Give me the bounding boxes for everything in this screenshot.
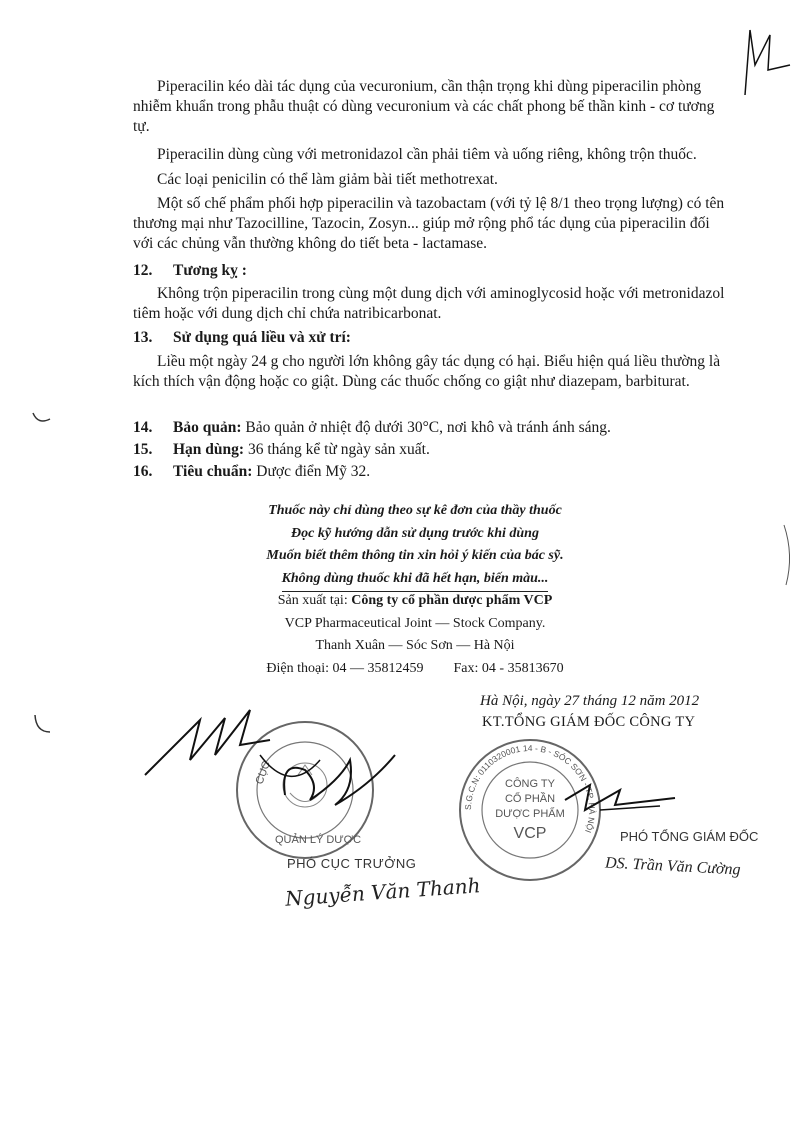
paragraph-vecuronium: Piperacilin kéo dài tác dụng của vecuronium, cần thận trọng khi dùng piperacilin phòng nhiễm khuẩn trong phẫu thuật có dùng vecuronium và các chất phong bế thần kinh - cơ tương tự. bbox=[133, 78, 715, 135]
paragraph-methotrexat: Các loại penicilin có thể làm giảm bài tiết methotrexat. bbox=[157, 171, 498, 188]
stamp-right-line2: CỔ PHẦN bbox=[504, 793, 556, 805]
stamp-right-line1: CÔNG TY bbox=[505, 778, 555, 790]
stamp-right-line3: DƯỢC PHẨM bbox=[495, 808, 565, 820]
signatory-title: KT.TỔNG GIÁM ĐỐC CÔNG TY bbox=[482, 714, 696, 730]
punch-hole-mark-1 bbox=[30, 405, 55, 430]
stamp-right-ring-text: S.G.C.N: 0110320001 14 - B - SÓC SƠN - TP. HÀ NỘI bbox=[462, 742, 598, 835]
signature-right bbox=[560, 770, 680, 830]
signing-date: Hà Nội, ngày 27 tháng 12 năm 2012 bbox=[480, 693, 700, 709]
section-12-body: Không trộn piperacilin trong cùng một dung dịch với aminoglycosid hoặc với metronidazol tiêm hoặc với dung dịch chỉ chứa natribicarbonat. bbox=[133, 285, 725, 322]
stamp-right-line4: VCP bbox=[513, 825, 547, 842]
section-13-heading: 13. Sử dụng quá liều và xử trí: bbox=[133, 329, 351, 346]
paragraph-metronidazol: Piperacilin dùng cùng với metronidazol cần phải tiêm và uống riêng, không trộn thuốc. bbox=[157, 146, 697, 163]
margin-initial-mark bbox=[730, 25, 795, 100]
edge-mark bbox=[780, 520, 798, 590]
stamp-left-top-text: CỤC bbox=[253, 759, 273, 787]
section-14: 14. Bảo quản: Bảo quản ở nhiệt độ dưới 30°C, nơi khô và tránh ánh sáng. bbox=[133, 419, 611, 436]
section-13-body: Liều một ngày 24 g cho người lớn không gây tác dụng có hại. Biểu hiện quá liều thường là kích thích vận động hoặc co giật. Dùng các thuốc chống co giật như diazepam, barbiturat. bbox=[133, 353, 721, 390]
punch-hole-mark-2 bbox=[30, 710, 55, 740]
manufacturer-info: Sản xuất tại: Công ty cổ phần dược phẩm VCP VCP Pharmaceutical Joint — Stock Company. Thanh Xuân — Sóc Sơn — Hà Nội Điện thoại: 04 — 35812459 Fax: 04 - 35813670 bbox=[266, 593, 564, 676]
deputy-general-director-label: PHÓ TỔNG GIÁM ĐỐC bbox=[620, 829, 759, 844]
deputy-general-director-name: DS. Trần Văn Cường bbox=[604, 854, 741, 879]
paragraph-tazobactam: Một số chế phẩm phối hợp piperacilin và tazobactam (với tỷ lệ 8/1 theo trọng lượng) có tên thương mại như Tazocilline, Tazocin, Zosyn... giúp mở rộng phổ tác dụng của piperacilin đối với các chủng vẫn thường không do tiết beta - lactamase. bbox=[133, 195, 725, 252]
section-15: 15. Hạn dùng: 36 tháng kể từ ngày sản xuất. bbox=[133, 441, 430, 458]
signature-left bbox=[140, 700, 420, 840]
deputy-director-label: PHÓ CỤC TRƯỞNG bbox=[287, 856, 417, 871]
section-12-heading: 12. Tương kỵ : bbox=[133, 262, 247, 279]
section-16: 16. Tiêu chuẩn: Dược điển Mỹ 32. bbox=[133, 463, 371, 480]
prescription-notice: Thuốc này chỉ dùng theo sự kê đơn của thầy thuốc Đọc kỹ hướng dẫn sử dụng trước khi dùng Muốn biết thêm thông tin xin hỏi ý kiến của bác sỹ. Không dùng thuốc khi đã hết hạn, biến màu... bbox=[250, 500, 580, 592]
deputy-director-name: Nguyễn Văn Thanh bbox=[284, 873, 482, 911]
stamp-left-bottom-text: QUẢN LÝ DƯỢC bbox=[275, 834, 362, 846]
